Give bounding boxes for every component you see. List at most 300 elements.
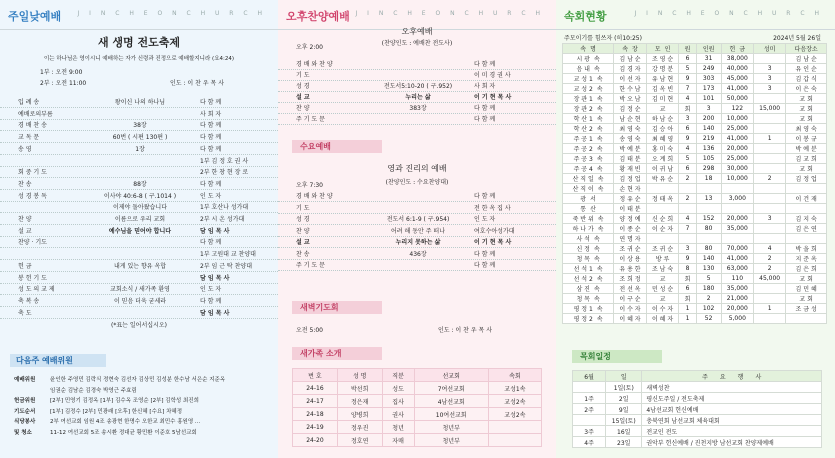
order-row bbox=[278, 261, 556, 271]
table-cell bbox=[646, 124, 679, 134]
table-cell bbox=[646, 84, 679, 94]
table-cell bbox=[679, 64, 696, 74]
table-cell bbox=[786, 184, 827, 194]
order-item-name: 성 경 봉 독 bbox=[18, 192, 47, 200]
order-item-name: 찬 양 bbox=[296, 227, 310, 235]
table-cell bbox=[679, 214, 696, 224]
committee-row bbox=[0, 396, 278, 406]
cell-text: 102 bbox=[702, 305, 715, 312]
column-header bbox=[642, 371, 822, 382]
service-time-2: 2부 : 오전 11:00 bbox=[40, 80, 87, 87]
order-item-content: 전도서5:10-20 ( 구.952) bbox=[383, 83, 453, 90]
table-cell bbox=[563, 314, 614, 324]
table-cell bbox=[696, 244, 721, 254]
cell-text: 교 성 1 bbox=[573, 76, 593, 83]
table-cell: 4남선교회 헌신예배 bbox=[642, 404, 822, 415]
table-cell bbox=[696, 254, 721, 264]
cell-text: 산 직 일 bbox=[572, 176, 594, 183]
order-item-person: 이 기 현 목 사 bbox=[474, 239, 512, 246]
order-item-person: 1부 김 정 호 권 사 bbox=[200, 157, 249, 165]
table-row bbox=[573, 426, 822, 437]
cell-text: 지 준 옥 bbox=[795, 256, 817, 263]
order-item-name: 교 독 문 bbox=[18, 134, 40, 142]
table-row bbox=[563, 114, 827, 124]
order-row bbox=[278, 60, 556, 70]
order-row bbox=[0, 110, 278, 120]
column-header-part: 요 bbox=[719, 373, 726, 381]
cell-text: 52 bbox=[704, 315, 713, 322]
cell-text: 80 bbox=[704, 225, 713, 232]
table-cell bbox=[721, 164, 753, 174]
cell-text: 학 산 1 bbox=[573, 116, 593, 123]
cell-text: 교 성 2 bbox=[573, 86, 593, 93]
cell-text: 3 bbox=[767, 65, 772, 72]
table-header bbox=[573, 371, 822, 382]
cell-text: 주 공 2 bbox=[573, 146, 593, 153]
table-cell bbox=[679, 74, 696, 84]
table-row bbox=[573, 404, 822, 415]
table-cell bbox=[786, 254, 827, 264]
table-cell bbox=[786, 304, 827, 314]
cell-text: 속 bbox=[597, 216, 604, 223]
order-item-name: 성 경 bbox=[296, 83, 310, 90]
cell-text: 6 bbox=[685, 165, 690, 172]
table-row bbox=[563, 54, 827, 64]
table-cell bbox=[646, 114, 679, 124]
order-row bbox=[0, 309, 278, 319]
cell-text: 9 bbox=[685, 135, 690, 142]
table-cell bbox=[563, 54, 614, 64]
cell-text: 민 성 순 bbox=[651, 286, 674, 293]
table-cell bbox=[786, 274, 827, 284]
table-cell bbox=[679, 54, 696, 64]
cell-text: 7 bbox=[685, 85, 690, 92]
column-header: 성 명 bbox=[337, 369, 382, 382]
order-item-person: 다 함 께 bbox=[474, 250, 496, 258]
cell-text: 회 bbox=[684, 276, 691, 283]
order-row bbox=[0, 250, 278, 260]
cell-text: 1 bbox=[685, 315, 690, 322]
table-cell bbox=[646, 294, 679, 304]
table-cell bbox=[696, 124, 721, 134]
cell-text: 136 bbox=[702, 145, 715, 152]
table-cell bbox=[679, 174, 696, 184]
cell-text: 김 옥 빈 bbox=[651, 86, 674, 93]
order-item-person: 여호수아성가대 bbox=[474, 227, 515, 235]
table-cell: 2일 bbox=[606, 393, 642, 404]
table-cell bbox=[563, 104, 614, 114]
column-header-part: 명 bbox=[590, 46, 596, 53]
order-item-name: 찬양 · 기도 bbox=[18, 239, 47, 247]
cell-text: 25,000 bbox=[726, 155, 748, 162]
table-cell: 2주 bbox=[573, 404, 606, 415]
cell-text: 18 bbox=[704, 175, 713, 182]
table-cell bbox=[563, 134, 614, 144]
cell-text: 31 bbox=[704, 55, 713, 62]
order-item-person: 다 함 께 bbox=[200, 180, 222, 188]
table-cell bbox=[563, 114, 614, 124]
order-row bbox=[278, 115, 556, 125]
table-cell bbox=[679, 284, 696, 294]
cell-text: 평 정 2 bbox=[573, 316, 593, 323]
cell-text: 3 bbox=[706, 105, 711, 112]
column-header-part: 모 bbox=[654, 46, 661, 53]
order-item-name: 경 배 찬 송 bbox=[18, 122, 47, 130]
order-item-person: 다 함 께 bbox=[474, 105, 496, 112]
cell-text: 학 산 2 bbox=[573, 126, 593, 133]
wednesday-service-title: 영과 진리의 예배 bbox=[387, 164, 447, 173]
cell-text: 양 정 예 bbox=[619, 216, 641, 223]
order-item-name: 찬 송 bbox=[296, 250, 310, 258]
cell-text: 10,000 bbox=[726, 115, 748, 122]
cell-text: 10,000 bbox=[726, 175, 748, 182]
table-cell bbox=[563, 214, 614, 224]
cell-text: 속 bbox=[596, 136, 603, 143]
cell-text: 속 bbox=[596, 156, 603, 163]
table-cell bbox=[614, 114, 647, 124]
order-item-content: 이름으로 우리 교회 bbox=[114, 216, 166, 223]
cell-text: 남 순 현 bbox=[619, 116, 641, 123]
table-cell bbox=[786, 114, 827, 124]
next-week-committee-title: 다음주 예배위원 bbox=[10, 354, 106, 367]
order-item-content: 이 믿음 더욱 굳세라 bbox=[113, 297, 167, 305]
cell-text: 주 공 1 bbox=[573, 136, 593, 143]
table-cell bbox=[488, 434, 541, 447]
table-cell bbox=[721, 74, 753, 84]
column-header-part: 6월 bbox=[584, 373, 594, 381]
column-header-part: 인 bbox=[664, 46, 671, 53]
order-item-person: 다 함 께 bbox=[474, 262, 496, 269]
order-item-person: 인 도 자 bbox=[474, 216, 496, 223]
table-cell bbox=[646, 194, 679, 204]
table-cell bbox=[753, 64, 785, 74]
order-item-name: 송 영 bbox=[18, 145, 32, 153]
committee-role: 예배위원 bbox=[14, 377, 36, 383]
cell-text: 박 유 순 bbox=[651, 176, 674, 183]
cell-text: 4 bbox=[685, 95, 690, 102]
table-cell bbox=[721, 54, 753, 64]
cell-text: 173 bbox=[702, 85, 715, 92]
cell-text: 송 영 숙 bbox=[619, 136, 641, 143]
table-cell bbox=[646, 234, 679, 244]
service-leader: 인도 : 이 찬 우 목 사 bbox=[170, 80, 225, 87]
table-cell: 4남선교회 bbox=[414, 395, 488, 408]
order-item-content: 이제야 돌아왔습니다 bbox=[112, 204, 168, 212]
table-cell bbox=[563, 124, 614, 134]
cell-text: 조 남 숙 bbox=[651, 266, 674, 273]
cell-text: 속 bbox=[593, 246, 600, 253]
cell-text: 시 광 bbox=[576, 56, 590, 63]
cell-text: 오 계 희 bbox=[651, 156, 674, 163]
cell-text: 이 은 숙 bbox=[795, 86, 817, 93]
order-item-content: 누리는 삶 bbox=[405, 94, 431, 101]
table-cell bbox=[679, 204, 696, 214]
table-row bbox=[563, 264, 827, 274]
table-cell: 집사 bbox=[382, 395, 414, 408]
cell-text: 방 루 bbox=[655, 256, 670, 263]
cell-text: 속 bbox=[596, 106, 603, 113]
service-theme: 새 생명 전도축제 bbox=[97, 36, 181, 49]
table-cell bbox=[614, 304, 647, 314]
cell-text: 최 혜 영 bbox=[651, 136, 674, 143]
table-cell bbox=[696, 234, 721, 244]
table-cell: 16일 bbox=[606, 426, 642, 437]
cell-text: 3,000 bbox=[728, 195, 746, 202]
table-cell bbox=[614, 144, 647, 154]
cell-text: 298 bbox=[702, 165, 715, 172]
cell-text: 25,000 bbox=[726, 125, 748, 132]
order-item-content: 교회소식 / 새가족 환영 bbox=[110, 286, 170, 294]
order-item-person: 1부 고원대 교 찬양대 bbox=[200, 251, 256, 259]
cell-text: 1 bbox=[767, 135, 772, 142]
cell-text: 속 bbox=[596, 316, 603, 323]
table-row bbox=[563, 304, 827, 314]
table-cell bbox=[563, 194, 614, 204]
order-item-content: 왕이신 나의 하나님 bbox=[114, 99, 166, 106]
cell-text: 21,000 bbox=[726, 295, 748, 302]
cell-text: 이 태 분 bbox=[619, 206, 641, 213]
table-cell bbox=[614, 154, 647, 164]
order-item-person: 담 임 목 사 bbox=[200, 309, 230, 317]
order-row bbox=[278, 104, 556, 114]
cell-text: 속 bbox=[593, 236, 600, 243]
cell-text: 김 남 순 bbox=[795, 56, 817, 63]
committee-row bbox=[0, 375, 278, 385]
table-cell bbox=[786, 194, 827, 204]
cell-text: 속 bbox=[596, 116, 603, 123]
table-cell bbox=[786, 74, 827, 84]
table-cell bbox=[563, 144, 614, 154]
order-row bbox=[278, 71, 556, 81]
table-row bbox=[563, 134, 827, 144]
committee-members: [1부] 김정수 [2부] 민광래 [오후] 한신혜 [수요] 차혜정 bbox=[50, 408, 183, 415]
table-cell bbox=[646, 314, 679, 324]
order-item-person: 다 함 께 bbox=[200, 239, 222, 247]
cell-text: 249 bbox=[702, 65, 715, 72]
table-cell bbox=[614, 274, 647, 284]
table-cell bbox=[646, 74, 679, 84]
table-row bbox=[293, 408, 542, 421]
cell-text: 2 bbox=[767, 175, 772, 182]
table-cell: 청년부 bbox=[414, 434, 488, 447]
cell-text: 김 승 아 bbox=[651, 126, 674, 133]
column-header-part: 원 bbox=[684, 46, 691, 53]
cell-text: 교 bbox=[659, 276, 666, 283]
cell-text: 통 bbox=[580, 206, 587, 213]
table-cell: 성도 bbox=[382, 382, 414, 395]
schedule-table bbox=[572, 370, 822, 448]
cell-text: 황 재 빈 bbox=[619, 166, 641, 173]
column-header bbox=[646, 44, 679, 54]
table-cell bbox=[614, 124, 647, 134]
table-cell bbox=[696, 314, 721, 324]
committee-role: 및 청소 bbox=[14, 429, 32, 436]
table-cell: 15일(토) bbox=[606, 415, 642, 426]
cell-text: 2 bbox=[685, 195, 690, 202]
order-item-content: 예수님을 믿어야 합니다 bbox=[108, 227, 172, 235]
cell-text: 교 회 bbox=[799, 296, 813, 303]
table-cell bbox=[563, 264, 614, 274]
cell-text: 13 bbox=[704, 195, 713, 202]
table-cell: 충북연회 남선교회 체육대회 bbox=[642, 415, 822, 426]
cell-text: 3 bbox=[767, 75, 772, 82]
order-row bbox=[0, 192, 278, 202]
table-cell: 24-17 bbox=[293, 395, 338, 408]
cell-text: 조 귀 순 bbox=[619, 246, 641, 253]
table-cell bbox=[679, 224, 696, 234]
table-cell bbox=[753, 144, 785, 154]
table-row bbox=[563, 204, 827, 214]
table-cell bbox=[786, 224, 827, 234]
table-cell bbox=[646, 154, 679, 164]
cell-text: 신 순 희 bbox=[651, 216, 674, 223]
table-cell bbox=[721, 174, 753, 184]
cell-text: 유 인 순 bbox=[795, 66, 817, 73]
table-cell bbox=[786, 284, 827, 294]
table-cell bbox=[679, 124, 696, 134]
cell-text: 교 회 bbox=[799, 116, 813, 123]
order-item-name: 주 기 도 문 bbox=[296, 262, 325, 269]
column-header-part: 금 bbox=[739, 46, 746, 53]
cell-text: 3 bbox=[767, 85, 772, 92]
column-header bbox=[679, 44, 696, 54]
table-cell bbox=[614, 84, 647, 94]
table-cell bbox=[614, 94, 647, 104]
table-cell: 청년 bbox=[382, 421, 414, 434]
order-item-content: 60번 ( 시편 130편 ) bbox=[112, 134, 168, 142]
table-cell: 3주 bbox=[573, 426, 606, 437]
order-item-person: 전 한 옥 집 사 bbox=[474, 204, 511, 212]
order-item-name: 기 도 bbox=[296, 72, 310, 79]
table-cell bbox=[696, 164, 721, 174]
order-item-person: 담 임 목 사 bbox=[200, 227, 230, 235]
table-cell: 정호연 bbox=[337, 434, 382, 447]
table-cell bbox=[696, 194, 721, 204]
order-item-name: 설 교 bbox=[18, 227, 32, 235]
table-cell bbox=[696, 64, 721, 74]
table-cell bbox=[646, 54, 679, 64]
cell-text: 200 bbox=[702, 115, 715, 122]
table-cell bbox=[679, 134, 696, 144]
cell-text: 박 예 분 bbox=[619, 146, 641, 153]
table-cell: 새벽성찬 bbox=[642, 382, 822, 393]
panel-header bbox=[556, 0, 835, 30]
cell-text: 정 유 순 bbox=[619, 196, 641, 203]
table-cell: 24-18 bbox=[293, 408, 338, 421]
afternoon-subtitle: (찬양인도 : 예배찬 전도사) bbox=[381, 40, 453, 47]
table-row bbox=[293, 395, 542, 408]
table-cell bbox=[563, 74, 614, 84]
cell-text: 하 남 순 bbox=[651, 116, 674, 123]
table-cell bbox=[696, 294, 721, 304]
order-item-name: 성 도 의 교 제 bbox=[18, 286, 55, 294]
column-header-part: 헌 bbox=[729, 46, 736, 53]
table-cell: 평신도주일 / 전도축제 bbox=[642, 393, 822, 404]
cell-text: 박 오 남 bbox=[619, 96, 641, 103]
committee-role: 기도순서 bbox=[14, 408, 36, 415]
cell-text: 주 공 3 bbox=[573, 156, 593, 163]
column-header: 직분 bbox=[382, 369, 414, 382]
table-cell: 1일(토) bbox=[606, 382, 642, 393]
cell-text: 김 은 연 bbox=[795, 226, 817, 233]
cell-text: 이 봉 규 bbox=[795, 136, 817, 143]
table-cell: 1주 bbox=[573, 393, 606, 404]
table-cell: 권사 bbox=[382, 408, 414, 421]
cell-text: 손 현 자 bbox=[619, 186, 641, 193]
table-cell bbox=[786, 244, 827, 254]
church-name-eng: J I N C H E O N C H U R C H bbox=[355, 10, 544, 17]
cell-text: 한 수 남 bbox=[619, 86, 641, 93]
table-cell bbox=[753, 134, 785, 144]
table-cell bbox=[753, 154, 785, 164]
cell-text: 5,000 bbox=[728, 315, 746, 322]
cell-text: 조 희 정 bbox=[619, 276, 641, 283]
table-row bbox=[293, 434, 542, 447]
order-item-name: 경 배 와 찬 양 bbox=[296, 61, 333, 68]
committee-members: 2부 여선교회 임원 4조 송광현 한명수 오한교 최민수 홍원영 ... bbox=[50, 419, 201, 425]
table-cell bbox=[646, 214, 679, 224]
order-item-person: 다 함 께 bbox=[474, 116, 496, 123]
table-cell: 10여선교회 bbox=[414, 408, 488, 421]
order-row bbox=[278, 82, 556, 92]
cell-text: 유 남 현 bbox=[651, 76, 674, 83]
order-item-name: 주 기 도 문 bbox=[296, 116, 325, 123]
table-cell bbox=[696, 144, 721, 154]
table-cell bbox=[721, 94, 753, 104]
committee-row bbox=[0, 386, 278, 396]
cell-text: 정 태 옥 bbox=[651, 196, 674, 203]
table-row bbox=[563, 244, 827, 254]
cell-text: 김 지 숙 bbox=[795, 216, 817, 223]
order-item-person: 2부 시 온 성가대 bbox=[200, 216, 245, 223]
cell-text: 김 남 순 bbox=[619, 56, 641, 63]
cell-text: 연 명 자 bbox=[619, 236, 641, 243]
table-cell bbox=[753, 84, 785, 94]
order-row bbox=[0, 157, 278, 167]
order-item-name: 찬 양 bbox=[296, 105, 310, 112]
panel-title: 오후찬양예배 bbox=[286, 10, 350, 23]
column-header-part: 주 bbox=[702, 373, 708, 381]
table-cell bbox=[679, 304, 696, 314]
table-cell bbox=[753, 184, 785, 194]
table-row bbox=[563, 124, 827, 134]
cell-text: 회 bbox=[684, 106, 691, 113]
cell-text: 이 상 용 bbox=[619, 256, 641, 263]
table-row bbox=[573, 415, 822, 426]
committee-row bbox=[0, 417, 278, 427]
table-cell bbox=[646, 204, 679, 214]
table-cell bbox=[614, 224, 647, 234]
table-row bbox=[563, 104, 827, 114]
church-name-eng: J I N C H E O N C H U R C H bbox=[77, 10, 266, 17]
cell-text: 최 영 숙 bbox=[795, 126, 817, 133]
table-cell: 24-19 bbox=[293, 421, 338, 434]
cell-text: 7 bbox=[685, 225, 690, 232]
cell-text: 45,000 bbox=[726, 75, 748, 82]
table-cell bbox=[563, 234, 614, 244]
order-row bbox=[0, 262, 278, 272]
table-cell bbox=[563, 184, 614, 194]
table-cell bbox=[696, 74, 721, 84]
cell-text: 이 혜 자 bbox=[619, 316, 641, 323]
cell-text: 김 갑 식 bbox=[795, 76, 817, 83]
table-cell bbox=[721, 304, 753, 314]
panel-title: 속회현황 bbox=[564, 10, 607, 23]
cell-text: 2 bbox=[767, 255, 772, 262]
cell-text: 122 bbox=[731, 105, 744, 112]
cell-text: 교 bbox=[659, 296, 666, 303]
table-cell bbox=[614, 74, 647, 84]
